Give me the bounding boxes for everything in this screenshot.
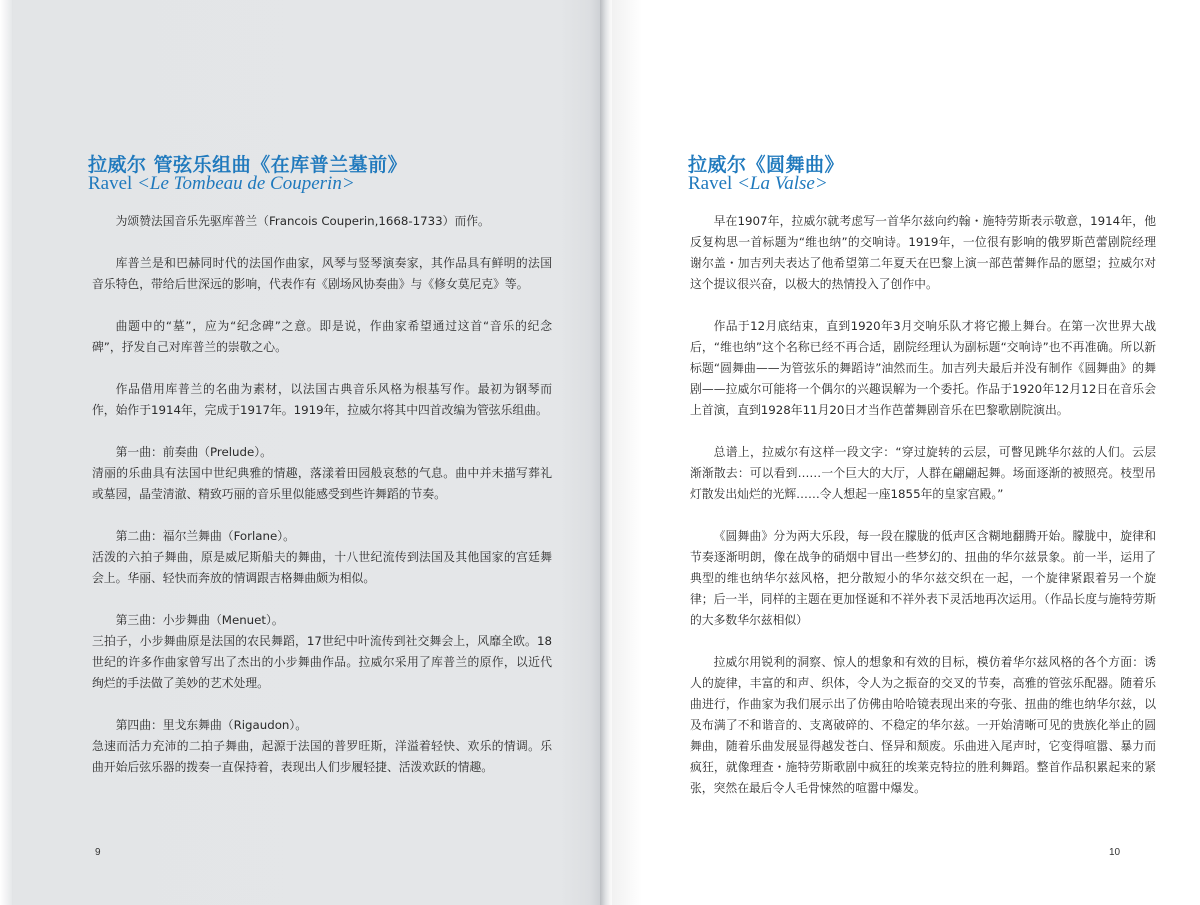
left-title-english-italic: <Le Tombeau de Couperin> [137, 173, 355, 194]
right-title-english-italic: <La Valse> [737, 173, 828, 194]
right-title-chinese: 拉威尔《圆舞曲》 [688, 154, 845, 176]
right-paragraph: 拉威尔用锐利的洞察、惊人的想象和有效的目标，模仿着华尔兹风格的各个方面：诱人的旋律，丰富的和声、织体，令人为之振奋的交叉的节奏，高雅的管弦乐配器。随着乐曲进行，作曲家为我们展示出了仿佛由哈哈镜表现出来的夸张、扭曲的维也纳华尔兹，以及布满了不和谐音的、支离破碎的、不稳定的华尔兹。一开始清晰可见的贵族化举止的圆舞曲，随着乐曲发展显得越发苍白、怪异和颓废。乐曲进入尾声时，它变得喧嚣、暴力而疯狂，就像理查・施特劳斯歌剧中疯狂的埃莱克特拉的胜利舞蹈。整首作品积累起来的紧张，突然在最后令人毛骨悚然的喧嚣中爆发。 [690, 655, 1156, 795]
right-paragraph: 《圆舞曲》分为两大乐段，每一段在朦胧的低声区含糊地翻腾开始。朦胧中，旋律和节奏逐渐明朗，像在战争的硝烟中冒出一些梦幻的、扭曲的华尔兹景象。前一半，运用了典型的维也纳华尔兹风格，把分散短小的华尔兹交织在一起，一个旋律紧跟着另一个旋律；后一半，同样的主题在更加怪诞和不祥外表下灵活地再次运用。（作品长度与施特劳斯的大多数华尔兹相似） [690, 529, 1156, 627]
movement-text: 清丽的乐曲具有法国中世纪典雅的情趣，落漾着田园般哀愁的气息。曲中并未描写葬礼或墓园，晶莹清澈、精致巧丽的音乐里似能感受到些许舞蹈的节奏。 [92, 466, 552, 501]
movement-heading: 第二曲：福尔兰舞曲（Forlane）。 [115, 529, 295, 543]
right-paragraph: 作品于12月底结束，直到1920年3月交响乐队才将它搬上舞台。在第一次世界大战后，“维也纳”这个名称已经不再合适，剧院经理认为副标题“交响诗”也不再准确。所以新标题“圆舞曲——为管弦乐的舞蹈诗”油然而生。加吉列夫最后并没有制作《圆舞曲》的舞剧——拉威尔可能将一个偶尔的兴趣误解为一个委托。作品于1920年12月12日在音乐会上首演，直到1928年11月20日才当作芭蕾舞剧音乐在巴黎歌剧院演出。 [690, 319, 1156, 417]
right-paragraph: 早在1907年，拉威尔就考虑写一首华尔兹向约翰・施特劳斯表示敬意，1914年，他反复构思一首标题为“维也纳”的交响诗。1919年，一位很有影响的俄罗斯芭蕾剧院经理谢尔盖・加吉列夫表达了他希望第二年夏天在巴黎上演一部芭蕾舞作品的愿望；拉威尔对这个提议很兴奋，以极大的热情投入了创作中。 [690, 214, 1156, 291]
right-page-number: 10 [1109, 847, 1121, 858]
left-title-chinese: 拉威尔 管弦乐组曲《在库普兰墓前》 [88, 154, 408, 176]
left-page-number: 9 [95, 847, 101, 858]
right-title-english [688, 173, 828, 195]
movement-heading: 第四曲：里戈东舞曲（Rigaudon）。 [115, 718, 308, 732]
left-body-text [92, 211, 552, 799]
right-page [612, 0, 1200, 905]
left-paragraph: 库普兰是和巴赫同时代的法国作曲家，风琴与竖琴演奏家，其作品具有鲜明的法国音乐特色，带给后世深远的影响，代表作有《剧场风协奏曲》与《修女莫尼克》等。 [92, 256, 552, 291]
right-paragraph: 总谱上，拉威尔有这样一段文字：“穿过旋转的云层，可瞥见跳华尔兹的人们。云层渐渐散去：可以看到……一个巨大的大厅，人群在翩翩起舞。场面逐渐的被照亮。枝型吊灯散发出灿烂的光辉……令人想起一座1855年的皇家宫殿。” [690, 445, 1156, 501]
movement-heading: 第三曲：小步舞曲（Menuet）。 [115, 613, 284, 627]
right-title-english-prefix: Ravel [688, 173, 738, 194]
movement-text: 急速而活力充沛的二拍子舞曲，起源于法国的普罗旺斯，洋溢着轻快、欢乐的情调。乐曲开始后弦乐器的拨奏一直保持着，表现出人们步履轻捷、活泼欢跃的情趣。 [92, 739, 552, 774]
left-title-english-prefix: Ravel [88, 173, 138, 194]
movement-text: 三拍子，小步舞曲原是法国的农民舞蹈，17世纪中叶流传到社交舞会上，风靡全欧。18世纪的许多作曲家曾写出了杰出的小步舞曲作品。拉威尔采用了库普兰的原作，以近代绚烂的手法做了美妙的艺术处理。 [92, 634, 552, 690]
left-paragraph: 作品借用库普兰的名曲为素材，以法国古典音乐风格为根基写作。最初为钢琴而作，始作于1914年，完成于1917年。1919年，拉威尔将其中四首改编为管弦乐组曲。 [92, 382, 552, 417]
left-paragraph: 曲题中的“墓”，应为“纪念碑”之意。即是说，作曲家希望通过这首“音乐的纪念碑”，抒发自己对库普兰的崇敬之心。 [92, 319, 552, 354]
movement-heading: 第一曲：前奏曲（Prelude）。 [115, 445, 272, 459]
left-paragraph: 为颂赞法国音乐先驱库普兰（Francois Couperin,1668-1733）而作。 [115, 214, 490, 228]
left-title-english [88, 173, 355, 195]
right-body-text [690, 211, 1156, 820]
movement-text: 活泼的六拍子舞曲，原是威尼斯船夫的舞曲，十八世纪流传到法国及其他国家的宫廷舞会上。华丽、轻快而奔放的情调跟吉格舞曲颇为相似。 [92, 550, 552, 585]
